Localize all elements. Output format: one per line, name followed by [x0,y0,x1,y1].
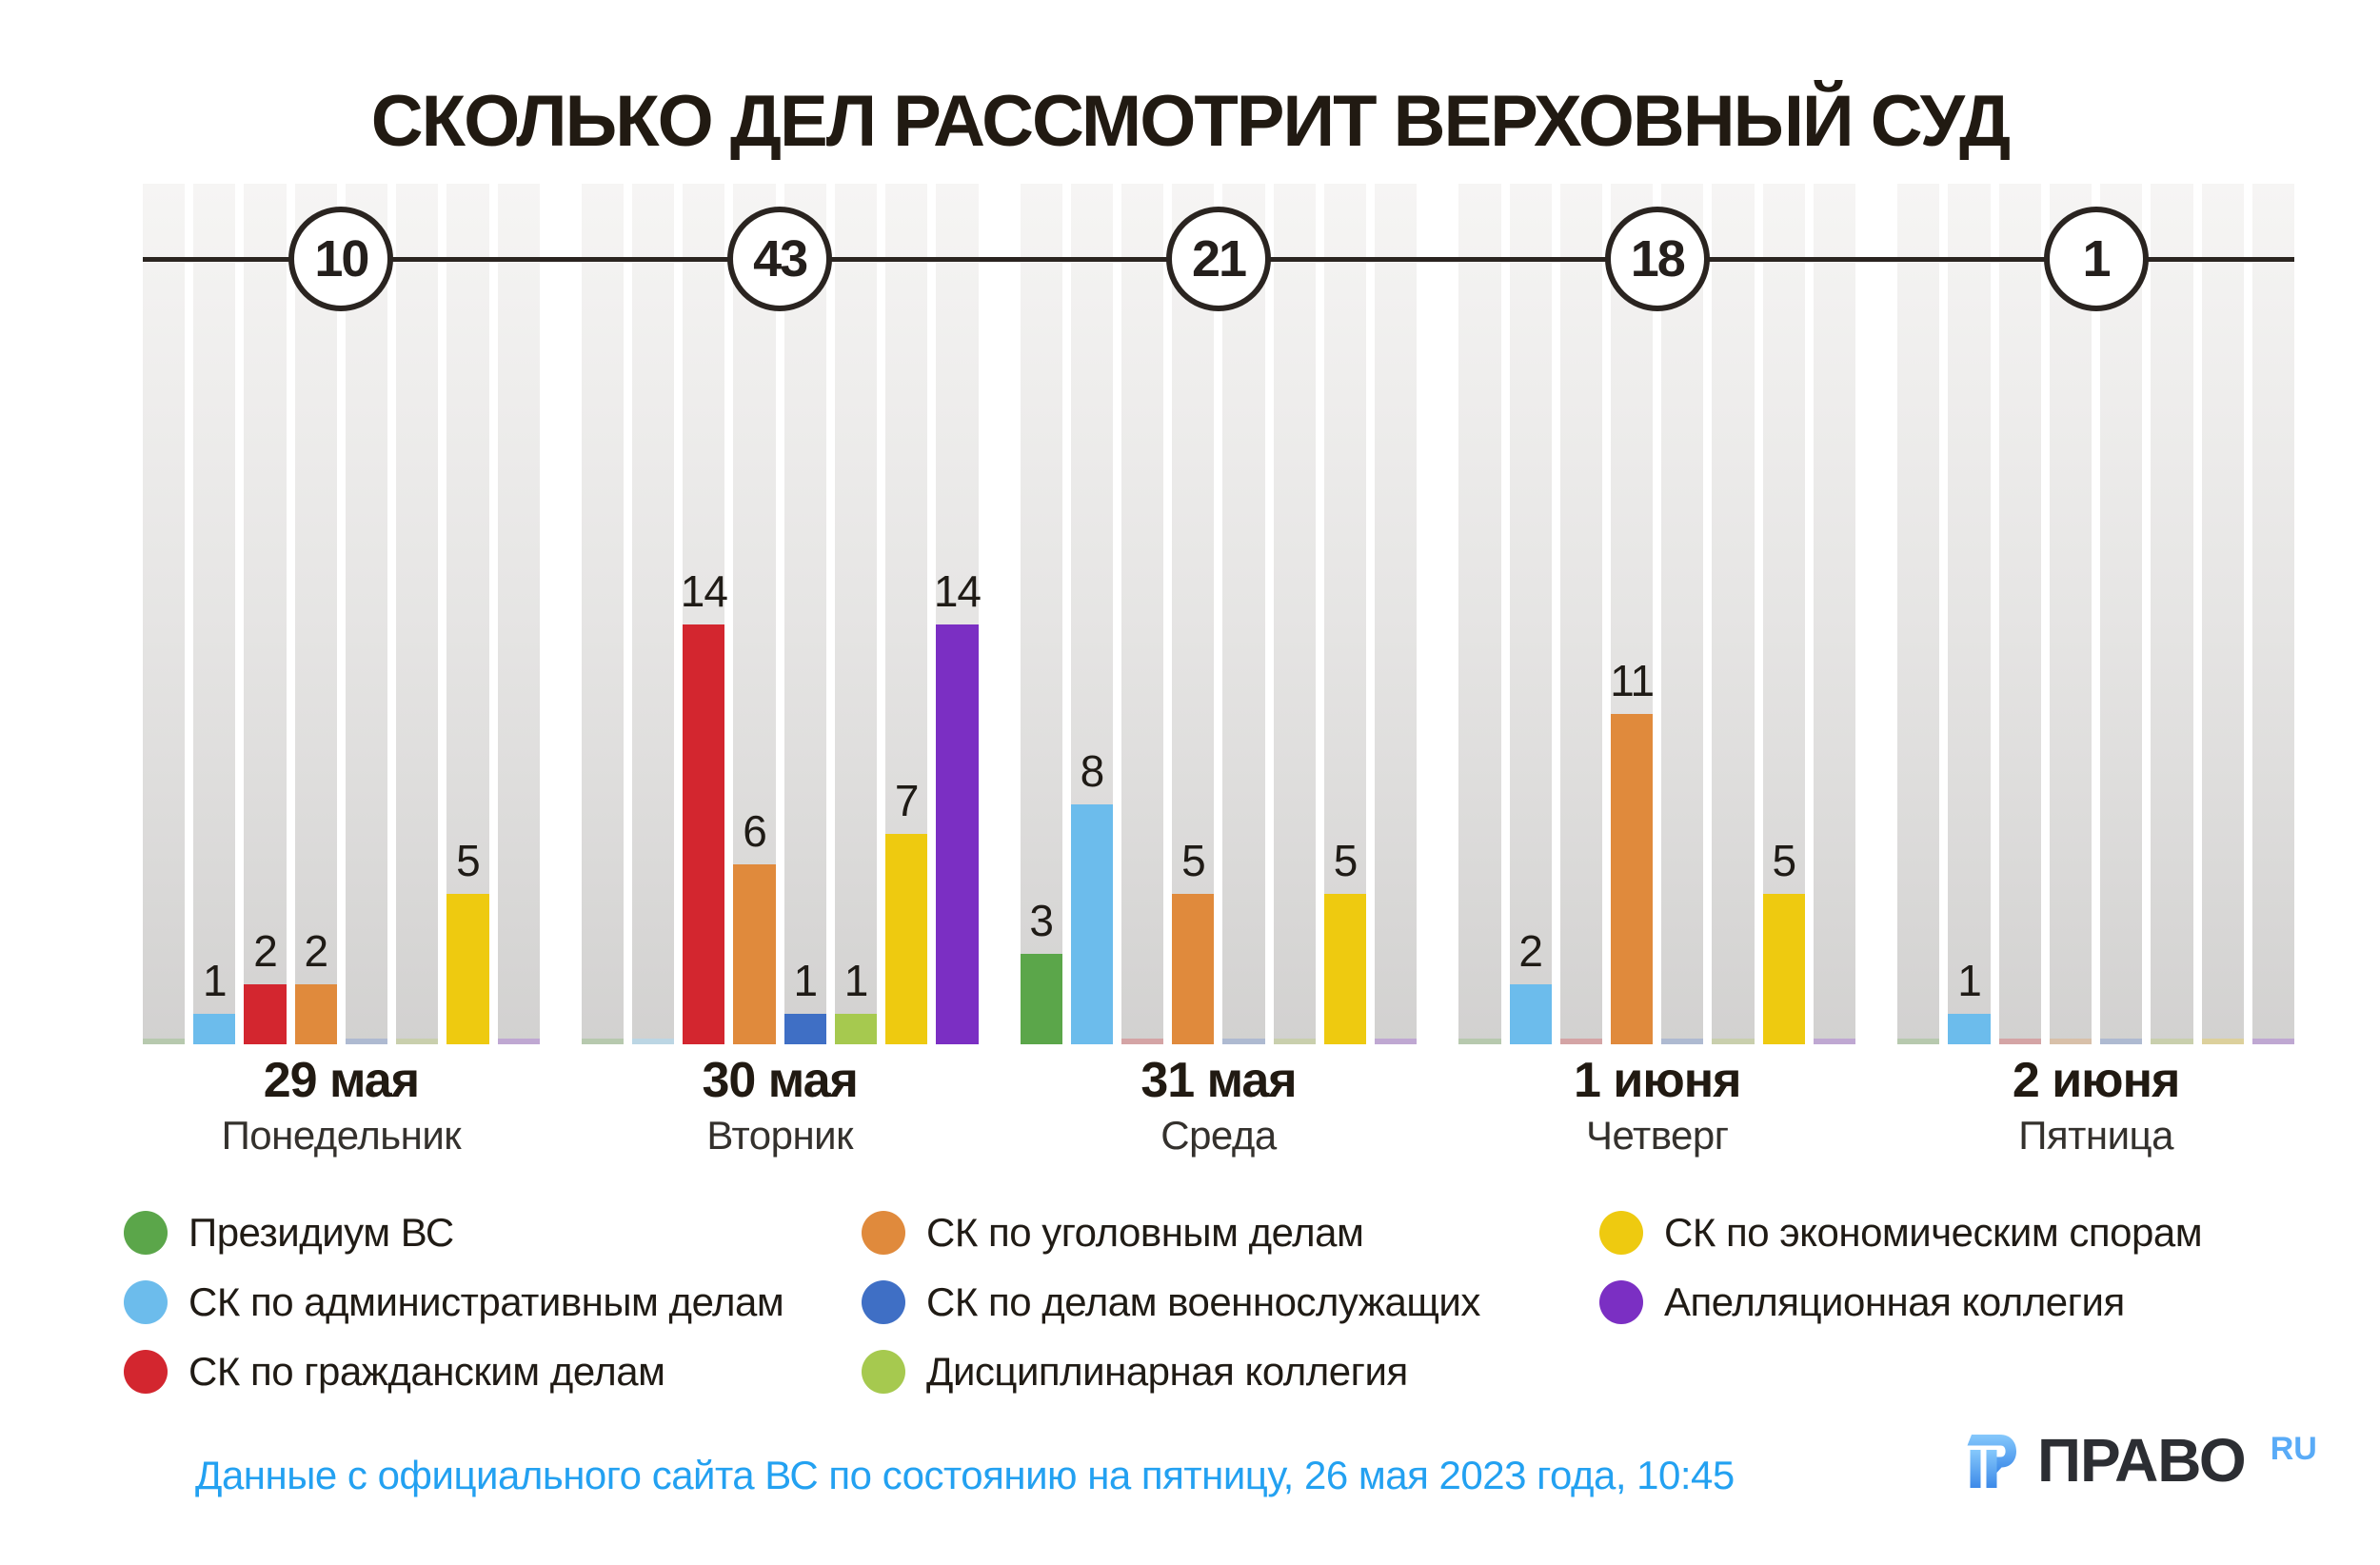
bar-value-label: 2 [304,926,328,976]
category-column-bg [680,184,727,1044]
legend-item [1599,1267,2202,1337]
bar-value-label: 7 [894,776,919,825]
bar [936,624,978,1044]
legend-label: СК по административным делам [188,1278,784,1324]
category-column-bg [244,184,286,1044]
day-group-4 [1458,184,1855,1158]
zero-value-tint-strip [632,1039,674,1044]
legend-item [862,1267,1599,1337]
page-title: СКОЛЬКО ДЕЛ РАССМОТРИТ ВЕРХОВНЫЙ СУД [370,81,2010,162]
bar-value-label: 6 [743,806,766,856]
bar [1611,714,1653,1044]
category-column-bg [733,184,775,1044]
bar-value-label: 8 [1080,746,1104,796]
category-column-bg [885,184,927,1044]
bar-value-label: 2 [253,926,277,976]
legend-column-3 [1599,1198,2202,1406]
bar [784,1014,826,1044]
bar [1324,894,1366,1044]
category-column-bg [295,184,337,1044]
zero-value-tint-strip [2252,1039,2294,1044]
category-column-bg [1324,184,1366,1044]
category-column-bg [1222,184,1264,1044]
legend-item [862,1198,1599,1267]
bar [1510,984,1552,1044]
day-date-label: 1 июня [1574,1053,1741,1108]
total-circle: 43 [727,207,832,311]
total-circle: 10 [288,207,393,311]
category-column-bg [933,184,982,1044]
bar [733,864,775,1044]
bar [244,984,286,1044]
bar-value-label: 2 [1518,926,1543,976]
weekday-label: Понедельник [221,1113,462,1158]
weekday-label: Вторник [706,1113,854,1158]
bar-value-label: 5 [456,836,480,885]
bar-value-label: 3 [1029,896,1053,945]
bar-value-label: 5 [1333,836,1358,885]
category-column-bg [498,184,540,1044]
category-column-bg [1999,184,2041,1044]
bar [1763,894,1805,1044]
legend-dot [124,1350,168,1394]
category-column-bg [1560,184,1602,1044]
category-column-bg [1948,184,1990,1044]
bar-value-label: 14 [680,566,727,616]
zero-value-tint-strip [1121,1039,1163,1044]
category-column-bg [632,184,674,1044]
source-note: Данные с официального сайта ВС по состоянию на пятницу, 26 мая 2023 года, 10:45 [195,1453,1735,1497]
category-column-bg [2050,184,2092,1044]
category-column-bg [1172,184,1214,1044]
zero-value-tint-strip [1999,1039,2041,1044]
day-group-1 [143,184,540,1158]
legend-dot [1599,1211,1643,1255]
day-date-label: 29 мая [263,1053,420,1108]
category-column-bg [1071,184,1113,1044]
bar [446,894,488,1044]
legend-dot [862,1280,905,1324]
zero-value-tint-strip [346,1039,387,1044]
bar-value-label: 11 [1610,656,1655,705]
legend-item [124,1337,862,1406]
legend-label: СК по гражданским делам [188,1348,665,1394]
legend-label: СК по уголовным делам [926,1209,1364,1255]
bar-value-label: 1 [843,956,868,1005]
category-column-bg [446,184,488,1044]
category-column-bg [2151,184,2192,1044]
category-column-bg [1274,184,1316,1044]
legend-dot [1599,1280,1643,1324]
legend-item [1599,1198,2202,1267]
zero-value-tint-strip [1375,1039,1417,1044]
category-column-bg [784,184,826,1044]
bar-chart [143,184,2294,1158]
legend-dot [124,1280,168,1324]
category-column-bg [2252,184,2294,1044]
category-column-bg [1121,184,1163,1044]
pravo-logo-icon [1963,1434,2016,1489]
bar-value-label: 1 [203,956,227,1005]
legend-item [124,1267,862,1337]
legend-dot [862,1350,905,1394]
category-column-bg [835,184,877,1044]
zero-value-tint-strip [1560,1039,1602,1044]
zero-value-tint-strip [1661,1039,1703,1044]
day-date-label: 31 мая [1140,1053,1297,1108]
zero-value-tint-strip [396,1039,438,1044]
category-column-bg [1611,184,1653,1044]
bar [885,834,927,1044]
legend-label: Дисциплинарная коллегия [926,1348,1408,1394]
total-circle: 21 [1166,207,1271,311]
day-group-3 [1021,184,1418,1158]
legend-column-1 [124,1198,862,1406]
bar-value-label: 14 [933,566,982,616]
zero-value-tint-strip [2202,1039,2244,1044]
day-group-5 [1897,184,2294,1158]
category-column-bg [1375,184,1417,1044]
category-column-bg [346,184,387,1044]
bar [835,1014,877,1044]
category-column-bg [1897,184,1939,1044]
zero-value-tint-strip [1897,1039,1939,1044]
category-column-bg [1661,184,1703,1044]
category-column-bg [2100,184,2142,1044]
legend-label: Президиум ВС [188,1209,454,1255]
day-group-2 [582,184,982,1158]
pravo-logo-wordmark: ПРАВО [2037,1426,2246,1495]
category-column-bg [193,184,235,1044]
legend-label: СК по делам военнослужащих [926,1278,1480,1324]
pravo-logo-ru-suffix: RU [2270,1431,2317,1467]
category-column-bg [1763,184,1805,1044]
category-column-bg [1021,184,1062,1044]
bar-value-label: 5 [1772,836,1796,885]
total-circle: 1 [2044,207,2149,311]
zero-value-tint-strip [143,1039,185,1044]
zero-value-tint-strip [1274,1039,1316,1044]
category-column-bg [1458,184,1500,1044]
zero-value-tint-strip [2100,1039,2142,1044]
category-column-bg [1510,184,1552,1044]
legend-label: Апелляционная коллегия [1664,1278,2125,1324]
legend-dot [862,1211,905,1255]
bar [1021,954,1062,1044]
weekday-label: Пятница [2018,1113,2173,1158]
category-column-bg [2202,184,2244,1044]
zero-value-tint-strip [2151,1039,2192,1044]
total-circle: 18 [1605,207,1710,311]
zero-value-tint-strip [1222,1039,1264,1044]
zero-value-tint-strip [498,1039,540,1044]
zero-value-tint-strip [582,1039,624,1044]
bar-value-label: 1 [1957,956,1981,1005]
zero-value-tint-strip [2050,1039,2092,1044]
bar-value-label: 5 [1181,836,1205,885]
bar [295,984,337,1044]
zero-value-tint-strip [1814,1039,1855,1044]
legend-column-2 [862,1198,1599,1406]
bar [1071,804,1113,1044]
category-column-bg [582,184,624,1044]
day-date-label: 2 июня [2012,1053,2180,1108]
category-column-bg [143,184,185,1044]
category-column-bg [1712,184,1754,1044]
bar-value-label: 1 [793,956,818,1005]
pravo-ru-logo [1963,1426,2317,1495]
bar [1948,1014,1990,1044]
legend-dot [124,1211,168,1255]
chart-legend [124,1198,2202,1406]
legend-label: СК по экономическим спорам [1664,1209,2203,1255]
bar [1172,894,1214,1044]
legend-item [124,1198,862,1267]
bar [193,1014,235,1044]
weekday-label: Среда [1160,1113,1277,1158]
zero-value-tint-strip [1458,1039,1500,1044]
weekday-label: Четверг [1586,1113,1729,1158]
zero-value-tint-strip [1712,1039,1754,1044]
category-column-bg [396,184,438,1044]
category-column-bg [1814,184,1855,1044]
day-date-label: 30 мая [702,1053,858,1108]
legend-item [862,1337,1599,1406]
bar [683,624,724,1044]
